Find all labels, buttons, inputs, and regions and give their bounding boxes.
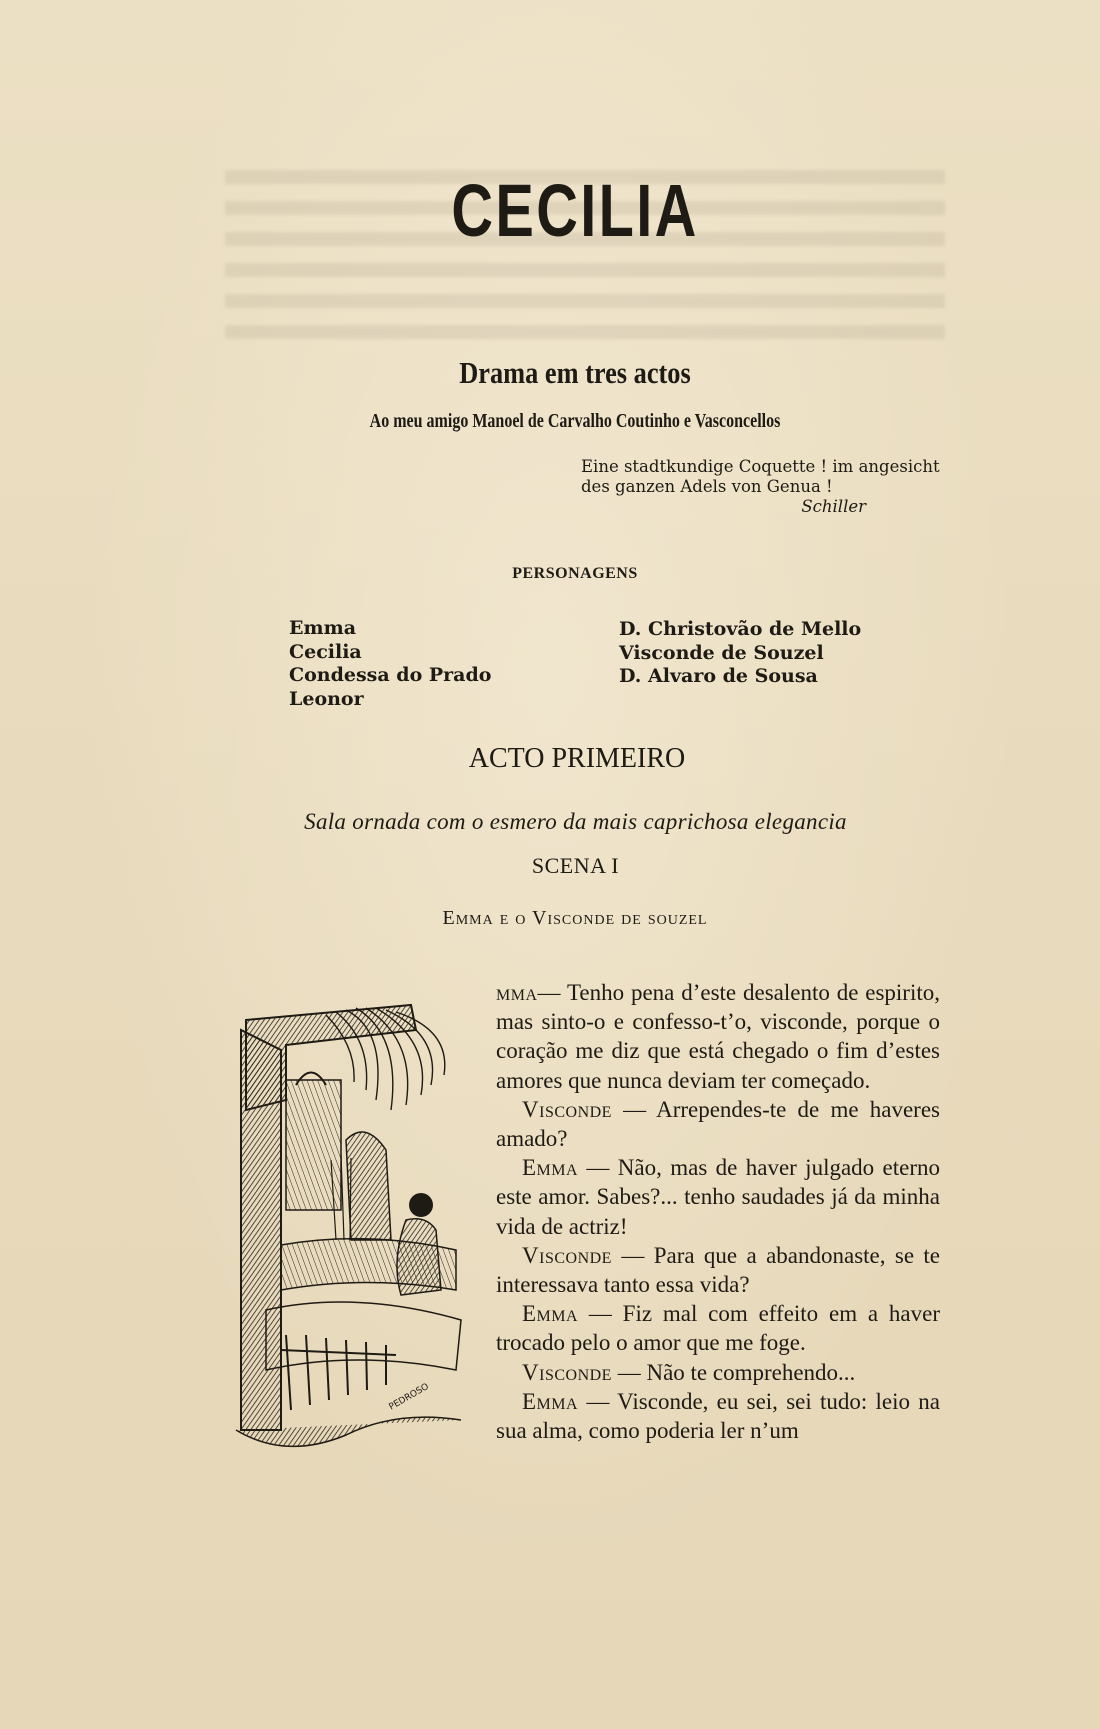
epigraph — [581, 457, 951, 517]
subtitle: Drama em tres actos — [459, 355, 691, 390]
personagens-heading: PERSONAGENS — [512, 565, 638, 582]
speaker: mma — [496, 980, 538, 1005]
cast-member: Visconde de Souzel — [619, 641, 824, 664]
epigraph-line: des ganzen Adels von Genua ! — [581, 477, 833, 496]
speech: — Arrependes-te de me haveres amado? — [496, 1096, 940, 1152]
dialogue-body — [496, 978, 940, 1445]
cast-member: D. Alvaro de Sousa — [619, 665, 818, 687]
speech: — Não, mas de haver julgado eterno este amor. Sabes?... tenho saudades já da minha vida de actriz! — [496, 1155, 940, 1239]
dialogue-line — [496, 1241, 940, 1299]
cast-list-right — [619, 618, 861, 689]
speaker: Emma — [522, 1301, 579, 1327]
engraved-initial-E-icon — [226, 990, 476, 1470]
speaker: Emma — [522, 1155, 579, 1181]
act-heading: ACTO PRIMEIRO — [468, 743, 686, 774]
dialogue-line — [496, 1358, 940, 1387]
speaker: Visconde — [522, 1359, 612, 1385]
speaker: Emma — [522, 1388, 579, 1414]
epigraph-author: Schiller — [801, 497, 866, 516]
dedication: Ao meu amigo Manoel de Carvalho Coutinho e Vasconcellos — [369, 410, 781, 432]
speech: — Visconde, eu sei, sei tudo: leio na sua alma, como poderia ler n’um — [496, 1388, 940, 1444]
cast-member: Emma — [289, 617, 357, 639]
dialogue-line — [496, 1095, 940, 1153]
dialogue-line — [496, 1153, 940, 1241]
cast-member: Leonor — [289, 687, 364, 710]
speaker: Visconde — [522, 1242, 612, 1268]
dialogue-line — [496, 1387, 940, 1445]
speech: — Para que a abandonaste, se te interessava tanto essa vida? — [496, 1242, 940, 1298]
cast-member: D. Christovão de Mello — [619, 618, 862, 640]
cast-list-left — [289, 617, 491, 711]
dialogue-line — [496, 1299, 940, 1357]
epigraph-line: Eine stadtkundige Coquette ! im angesicht — [581, 457, 940, 476]
speech: — Tenho pena d’este desalento de espirito, mas sinto-o e confesso-t’o, visconde, porque o coração me diz que está chegado o fim d’estes amores que nunca deviam ter começado. — [496, 980, 940, 1093]
speech: — Fiz mal com effeito em a haver trocado pelo o amor que me foge. — [496, 1301, 940, 1356]
scene-heading: SCENA I — [531, 853, 620, 878]
speech: — Não te comprehendo... — [611, 1359, 856, 1385]
cast-member: Cecilia — [289, 640, 362, 663]
dialogue-line — [496, 978, 940, 1095]
stage-direction: Sala ornada com o esmero da mais caprichosa elegancia — [304, 809, 847, 834]
engraver-signature: PEDROSO — [387, 1381, 431, 1413]
speaker: Visconde — [522, 1096, 612, 1122]
page-title: CECILIA — [451, 169, 699, 252]
scene-characters: Emma e o Visconde de souzel — [442, 907, 708, 929]
cast-member: Condessa do Prado — [289, 664, 492, 686]
